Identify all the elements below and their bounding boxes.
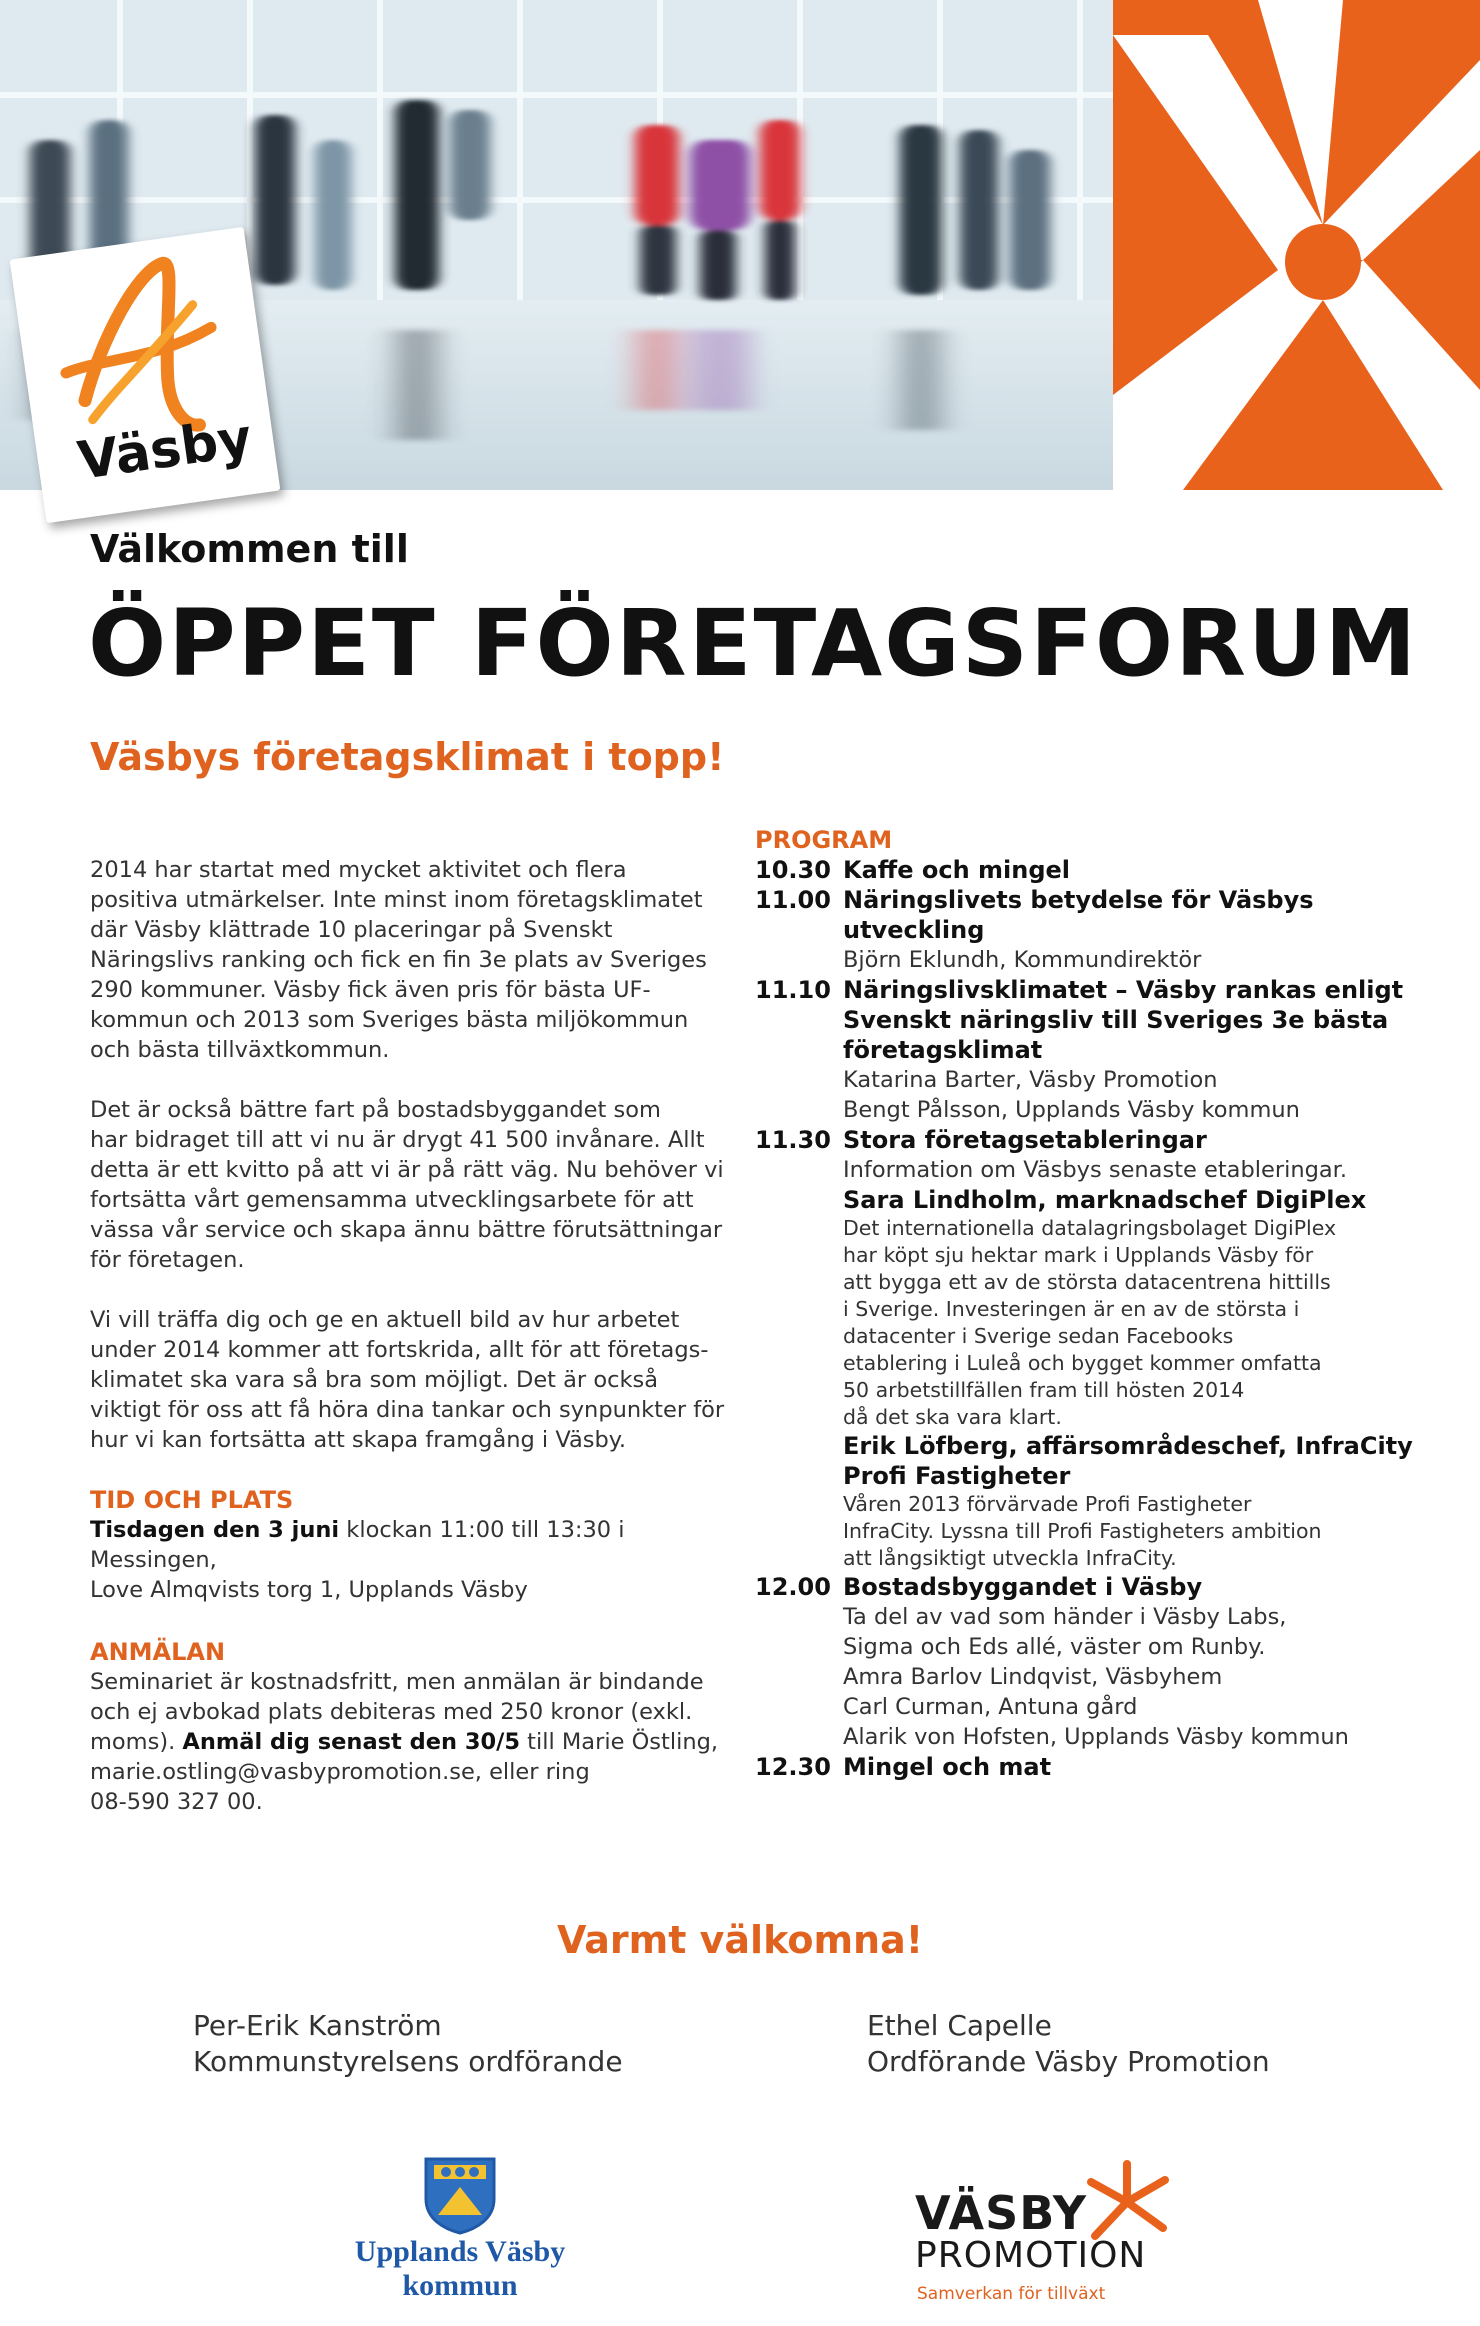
vp-logo-tagline: Samverkan för tillväxt [917, 2284, 1106, 2304]
uv-logo-line1: Upplands Väsby [354, 2235, 566, 2268]
intro-column [90, 855, 730, 1817]
signature-name: Per-Erik Kanström [193, 2009, 442, 2042]
program-item [755, 1752, 1455, 1782]
program-title: Näringslivets betydelse för Väsbys utveckling [843, 886, 1314, 944]
program-speaker: Carl Curman, Antuna gård [843, 1694, 1138, 1720]
program-item [755, 855, 1455, 885]
event-date: Tisdagen den 3 juni [90, 1517, 340, 1543]
program-item: 12.00 Bostadsbyggandet i Väsby Ta del av vad som händer i Väsby Labs, Sigma och Eds allé, väster om Runby. Amra Barlov Lindqvist, Väsbyhem Carl Curman, Antuna gård Alarik von Hofsten, Upplands Väsby kommun [755, 1572, 1455, 1752]
uv-logo-line2: kommun [402, 2269, 518, 2302]
closing-welcome: Varmt välkomna! [556, 1918, 924, 1962]
program-time: 10.30 [755, 856, 831, 884]
welcome-heading: Välkommen till [90, 527, 409, 571]
program-time: 11.10 [755, 976, 831, 1004]
signature-left [193, 2008, 623, 2080]
program-description: Våren 2013 förvärvade Profi Fastigheter InfraCity. Lyssna till Profi Fastigheters ambition att långsiktigt utveckla InfraCity. [843, 1492, 1322, 1570]
program-speaker: Bengt Pålsson, Upplands Väsby kommun [843, 1097, 1300, 1123]
vasby-promotion-logo [910, 2150, 1200, 2320]
logo-text: Väsby [74, 408, 256, 492]
program-item [755, 885, 1455, 975]
orange-star-graphic [1113, 0, 1480, 490]
registration-email: marie.ostling@vasbypromotion.se, eller ring [90, 1759, 590, 1785]
program-title: Mingel och mat [843, 1753, 1052, 1781]
program-time: 11.30 [755, 1126, 831, 1154]
program-title: Stora företagsetableringar [843, 1126, 1207, 1154]
vp-logo-line2: PROMOTION [915, 2235, 1147, 2276]
registration-deadline: Anmäl dig senast den 30/5 [182, 1729, 521, 1755]
program-title: Bostadsbyggandet i Väsby [843, 1573, 1203, 1601]
coat-of-arms-icon [422, 2155, 498, 2235]
intro-paragraph-3: Vi vill träffa dig och ge en aktuell bild av hur arbetet under 2014 kommer att fortskrida, allt för att företags- klimatet ska vara så bra som möjligt. Det är också viktigt för oss att få höra dina tankar och synpunkter för hur vi kan fortsätta att skapa framgång i Väsby. [90, 1307, 725, 1453]
signature-role: Ordförande Väsby Promotion [867, 2045, 1270, 2078]
program-speaker: Alarik von Hofsten, Upplands Väsby kommun [843, 1724, 1349, 1750]
upplands-vasby-logo [340, 2155, 580, 2315]
signature-role: Kommunstyrelsens ordförande [193, 2045, 623, 2078]
program-title: Näringslivsklimatet – Väsby rankas enligt [843, 976, 1404, 1004]
program-item: 11.30 Stora företagsetableringar Information om Väsbys senaste etableringar. Sara Lindholm, marknadschef DigiPlex Det internationella datalagringsbolaget DigiPlex har köpt sju hektar mark i Upplands Väsby för att bygga ett av de största datacentrena hittills i Sverige. Investeringen är en av de största i datacenter i Sverige sedan Facebooks etablering i Luleå och bygget kommer omfatta 50 arbetstillfällen fram till hösten 2014 då det ska vara klart. Erik Löfberg, affärsområdeschef, InfraCity Profi Fastigheter Våren 2013 förvärvade Profi Fastigheter InfraCity. Lyssna till Profi Fastigheters ambition att långsiktigt utveckla InfraCity. [755, 1125, 1455, 1572]
program-description: Det internationella datalagringsbolaget DigiPlex har köpt sju hektar mark i Upplands Väsby för att bygga ett av de största datacentrena hittills i Sverige. Investeringen är en av de största i datacenter i Sverige sedan Facebooks etablering i Luleå och bygget kommer omfatta 50 arbetstillfällen fram till hösten 2014 då det ska vara klart. [843, 1216, 1337, 1429]
page-title: ÖPPET FÖRETAGSFORUM [88, 590, 1419, 697]
program-speaker: Sara Lindholm, marknadschef DigiPlex [843, 1186, 1367, 1214]
event-address: Love Almqvists torg 1, Upplands Väsby [90, 1577, 528, 1603]
subtitle: Väsbys företagsklimat i topp! [90, 735, 725, 779]
program-speaker: Katarina Barter, Väsby Promotion [843, 1067, 1218, 1093]
program-speaker: Erik Löfberg, affärsområdeschef, InfraCity [843, 1432, 1413, 1460]
registration-info: Seminariet är kostnadsfritt, men anmälan är bindande och ej avbokad plats debiteras med 250 kronor (exkl. moms). Anmäl dig senast den 30/5 till Marie Östling, marie.ostling@vasbypromotion.se, eller ring 08-590 327 00. [90, 1669, 719, 1815]
vp-logo-line1: VÄSBY [915, 2186, 1088, 2240]
registration-phone: 08-590 327 00. [90, 1789, 263, 1815]
program-title: Kaffe och mingel [843, 856, 1071, 884]
program-speaker: Amra Barlov Lindqvist, Väsbyhem [843, 1664, 1223, 1690]
registration-heading: ANMÄLAN [90, 1638, 226, 1666]
intro-paragraph-1: 2014 har startat med mycket aktivitet och flera positiva utmärkelser. Inte minst inom företagsklimatet där Väsby klättrade 10 placeringar på Svenskt Näringslivs ranking och fick en fin 3e plats av Sveriges 290 kommuner. Väsby fick även pris för bästa UF- kommun och 2013 som Sveriges bästa miljökommun och bästa tillväxtkommun. [90, 857, 707, 1063]
program-speaker: Björn Eklundh, Kommundirektör [843, 947, 1202, 973]
time-place-heading: TID OCH PLATS [90, 1486, 294, 1514]
program-time: 11.00 [755, 886, 831, 914]
intro-paragraph-2: Det är också bättre fart på bostadsbyggandet som har bidraget till att vi nu är drygt 41 500 invånare. Allt detta är ett kvitto på att vi är på rätt väg. Nu behöver vi fortsätta vårt gemensamma utvecklingsarbete för att vässa vår service och skapa ännu bättre förutsättningar för företagen. [90, 1097, 724, 1273]
program-section [755, 825, 1455, 1782]
program-time: 12.30 [755, 1753, 831, 1781]
program-heading: PROGRAM [755, 826, 893, 854]
signature-name: Ethel Capelle [867, 2009, 1052, 2042]
star-icon [1085, 2160, 1170, 2245]
program-time: 12.00 [755, 1573, 831, 1601]
signature-right [867, 2008, 1270, 2080]
time-place-info: Tisdagen den 3 juni klockan 11:00 till 13:30 i Messingen, Love Almqvists torg 1, Upplands Väsby [90, 1517, 625, 1603]
vasby-logo [10, 227, 281, 523]
program-item: 11.10 Näringslivsklimatet – Väsby rankas enligt Svenskt näringsliv till Sveriges 3e bästa företagsklimat Katarina Barter, Väsby Promotion Bengt Pålsson, Upplands Väsby kommun [755, 975, 1455, 1125]
